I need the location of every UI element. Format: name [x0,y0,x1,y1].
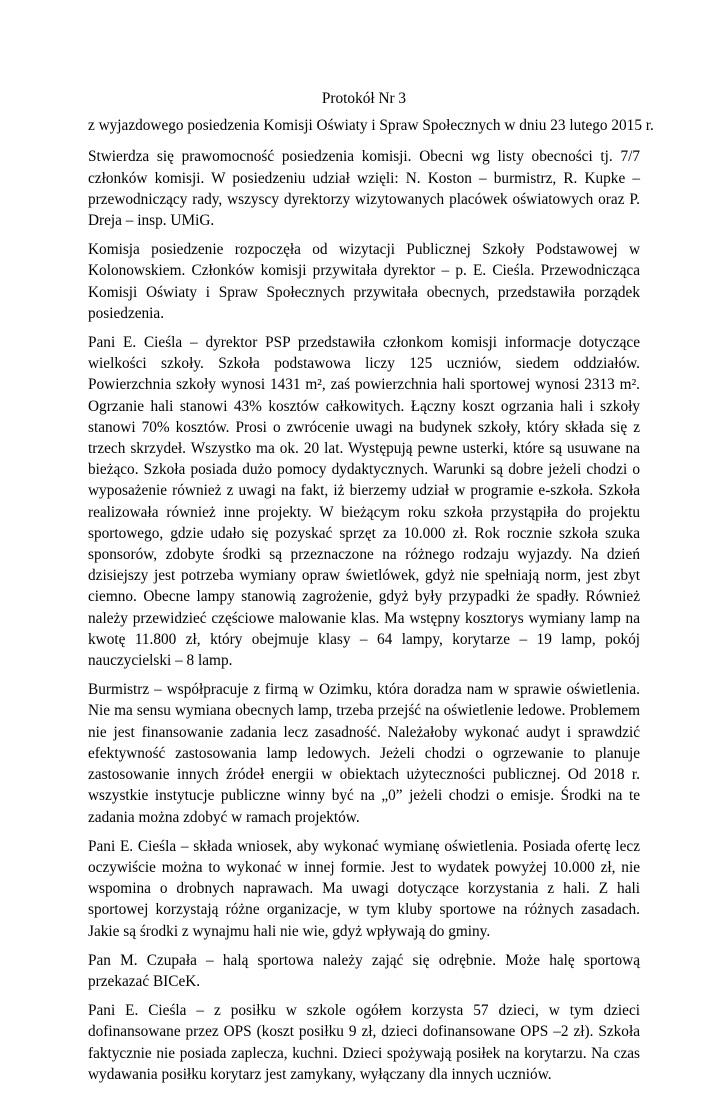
paragraph-school-meals: Pani E. Cieśla – z posiłku w szkole ogółem korzysta 57 dzieci, w tym dzieci dofinansowane przez OPS (koszt posiłku 9 zł, dzieci dofinansowane OPS –2 zł). Szkoła faktycznie nie posiada zaplecza, kuchni. Dzieci spożywają posiłek na korytarzu. Na czas wydawania posiłku korytarz jest zamykany, wyłączany dla innych uczniów. [88,1002,640,1083]
paragraph-visit-opening: Komisja posiedzenie rozpoczęła od wizytacji Publicznej Szkoły Podstawowej w Kolonowskiem. Członków komisji przywitała dyrektor – p. E. Cieśla. Przewodnicząca Komisji Oświaty i Spraw Społecznych przywitała obecnych, przedstawiła porządek posiedzenia. [88,241,640,322]
document-title: Protokół Nr 3 [321,90,407,107]
paragraph-mayor-lighting: Burmistrz – współpracuje z firmą w Ozimku, która doradza nam w sprawie oświetlenia. Nie ma sensu wymiana obecnych lamp, trzeba przejść na oświetlenie ledowe. Problemem nie jest finansowanie zadania lecz zasadność. Należałoby wykonać audyt i sprawdzić efektywność zastosowania lamp ledowych. Jeżeli chodzi o ogrzewanie to planuje zastosowanie innych źródeł energii w obiektach użyteczności publicznej. Od 2018 r. wszystkie instytucje publiczne winny być na „0” jeżeli chodzi o emisje. Środki na te zadania można zdobyć w ramach projektów. [88,681,640,826]
document-page [88,88,654,1093]
document-subtitle: z wyjazdowego posiedzenia Komisji Oświaty i Spraw Społecznych w dniu 23 lutego 2015 r. [88,117,654,135]
paragraph-sports-hall: Pan M. Czupała – halą sportowa należy zająć się odrębnie. Może halę sportową przekazać BICeK. [88,951,640,990]
paragraph-lighting-request: Pani E. Cieśla – składa wniosek, aby wykonać wymianę oświetlenia. Posiada ofertę lecz oczywiście można to wykonać w innej formie. Jest to wydatek powyżej 10.000 zł, nie wspomina o drobnych naprawach. Ma uwagi dotyczące korzystania z hali. Z hali sportowej korzystają różne organizacje, w tym kluby sportowe na różnych zasadach. Jakie są środki z wynajmu hali nie wie, gdyż wpływają do gminy. [88,837,640,940]
paragraph-attendance: Stwierdza się prawomocność posiedzenia komisji. Obecni wg listy obecności tj. 7/7 członków komisji. W posiedzeniu udział wzięli: N. Koston – burmistrz, R. Kupke – przewodniczący rady, wszyscy dyrektorzy wizytowanych placówek oświatowych oraz P. Dreja – insp. UMiG. [88,148,640,230]
paragraph-school-report: Pani E. Cieśla – dyrektor PSP przedstawiła członkom komisji informacje dotyczące wielkości szkoły. Szkoła podstawowa liczy 125 uczniów, siedem oddziałów. Powierzchnia szkoły wynosi 1431 m², zaś powierzchnia hali sportowej wynosi 2313 m². Ogrzanie hali stanowi 43% kosztów całkowitych. Łączny koszt ogrzania hali i szkoły stanowi 70% kosztów. Prosi o zwrócenie uwagi na budynek szkoły, który składa się z trzech skrzydeł. Wszystko ma ok. 20 lat. Występują pewne usterki, które są usuwane na bieżąco. Szkoła posiada dużo pomocy dydaktycznych. Warunki są dobre jeżeli chodzi o wyposażenie również z uwagi na fakt, iż bierzemy udział w programie e-szkoła. Szkoła realizowała również inne projekty. W bieżącym roku szkoła przystąpiła do projektu sportowego, gdzie udało się pozyskać sprzęt za 10.000 zł. Rok rocznie szkoła szuka sponsorów, zdobyte środki są przeznaczone na różnego rodzaju wyjazdy. Na dzień dzisiejszy jest potrzeba wymiany opraw świetlówek, gdyż nie spełniają norm, jest zbyt ciemno. Obecne lampy stanowią zagrożenie, gdyż były przypadki że spadły. Również należy przewidzieć częściowe malowanie klas. Ma wstępny kosztorys wymiany lamp na kwotę 11.800 zł, który obejmuje klasy – 64 lampy, korytarze – 19 lamp, pokój nauczycielski – 8 lamp. [88,334,640,670]
